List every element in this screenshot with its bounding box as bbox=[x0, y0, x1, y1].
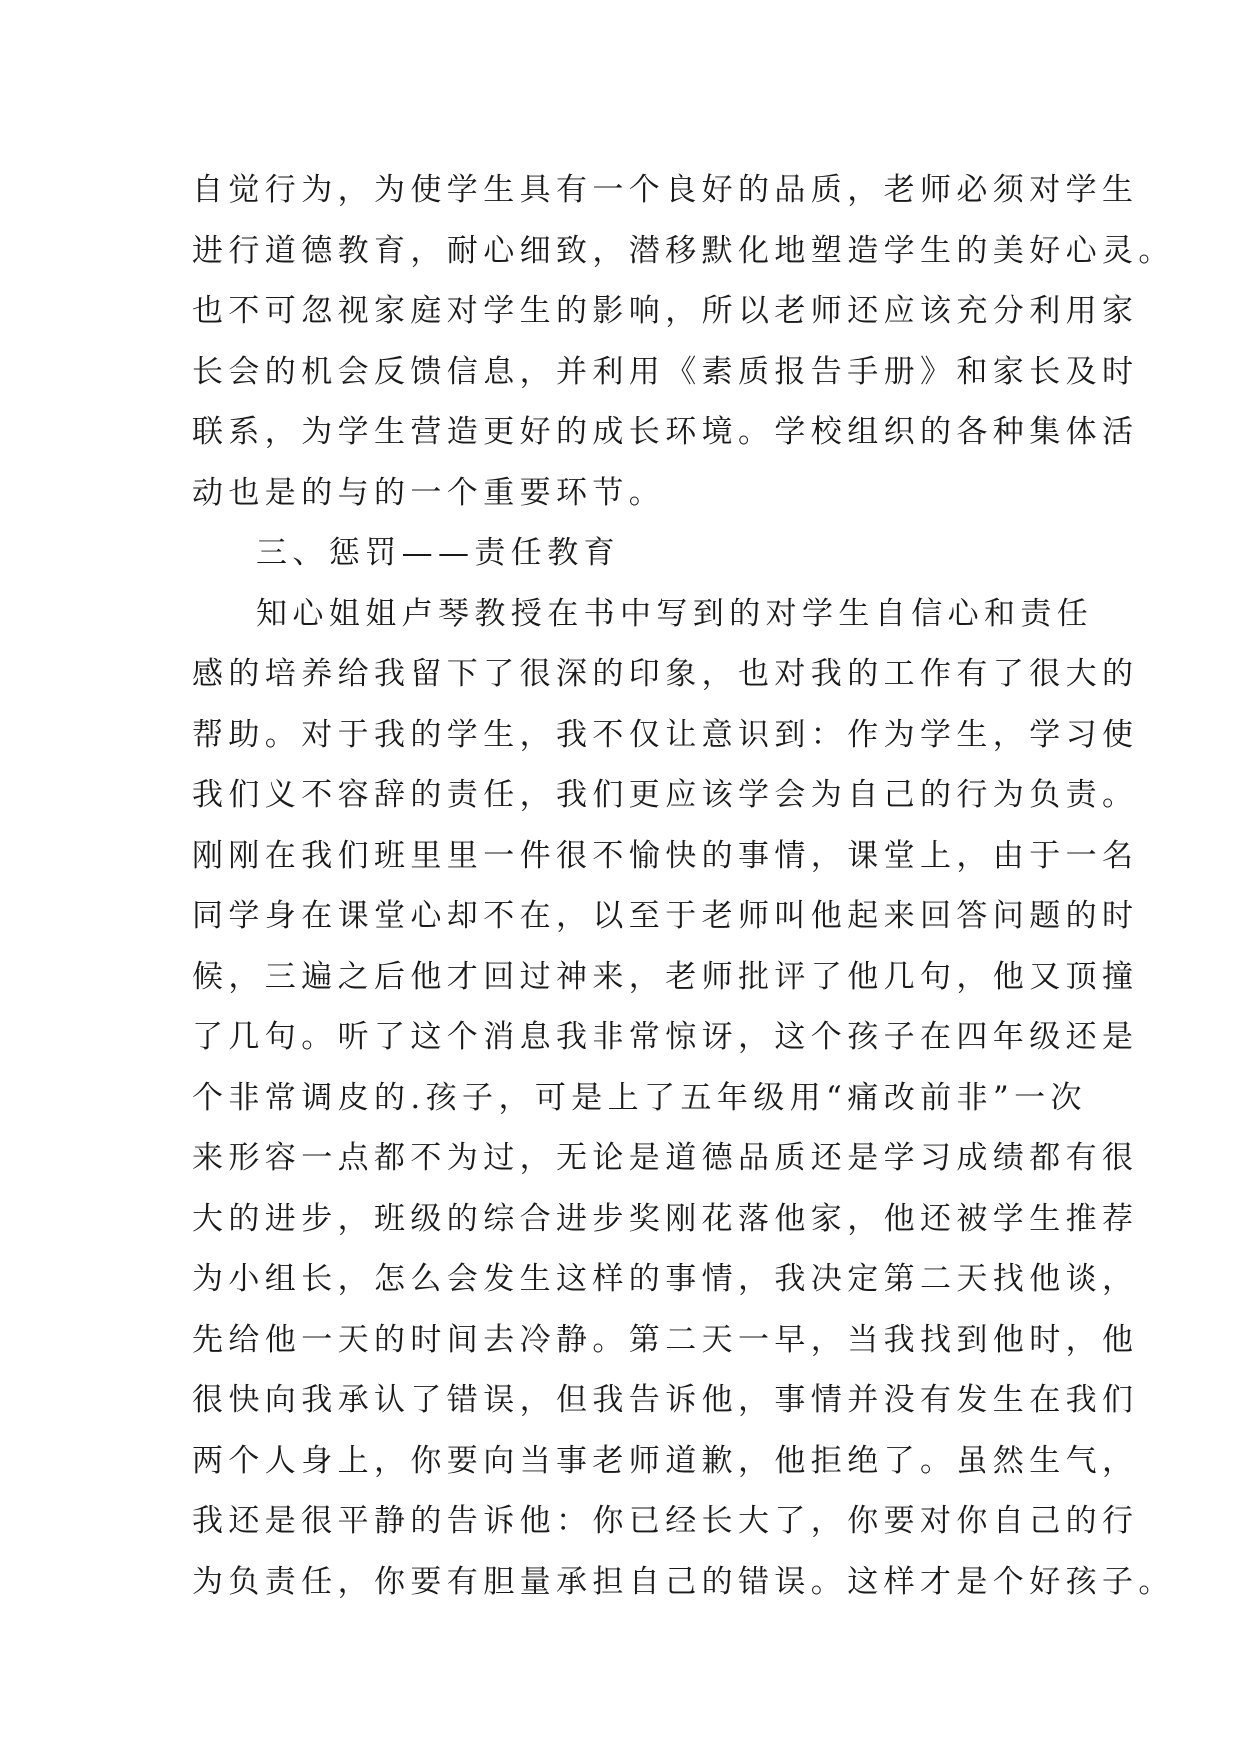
section-heading: 三、惩罚——责任教育 bbox=[256, 535, 620, 571]
paragraph-line: 我还是很平静的告诉他：你已经长大了，你要对你自己的行 bbox=[192, 1503, 1139, 1539]
paragraph-line: 动也是的与的一个重要环节。 bbox=[192, 474, 666, 511]
paragraph-line: 我们义不容辞的责任，我们更应该学会为自己的行为负责。 bbox=[192, 777, 1139, 813]
paragraph-line: 感的培养给我留下了很深的印象，也对我的工作有了很大的 bbox=[192, 656, 1139, 692]
paragraph-line: 先给他一天的时间去冷静。第二天一早，当我找到他时，他 bbox=[192, 1321, 1139, 1358]
paragraph-line: 知心姐姐卢琴教授在书中写到的对学生自信心和责任 bbox=[256, 595, 1094, 632]
paragraph-line: 自觉行为，为使学生具有一个良好的品质，老师必须对学生 bbox=[192, 172, 1139, 208]
paragraph-line: 也不可忽视家庭对学生的影响，所以老师还应该充分利用家 bbox=[192, 293, 1139, 329]
paragraph-line: 了几句。听了这个消息我非常惊讶，这个孩子在四年级还是 bbox=[192, 1019, 1139, 1055]
body-text bbox=[192, 160, 1175, 1612]
paragraph-line: 联系，为学生营造更好的成长环境。学校组织的各种集体活 bbox=[192, 414, 1139, 450]
paragraph-line: 进行道德教育，耐心细致，潜移默化地塑造学生的美好心灵。 bbox=[192, 232, 1175, 269]
paragraph-line: 个非常调皮的.孩子，可是上了五年级用“痛改前非”一次 bbox=[192, 1079, 1087, 1116]
paragraph-line: 两个人身上，你要向当事老师道歉，他拒绝了。虽然生气， bbox=[192, 1442, 1139, 1479]
paragraph-line: 为小组长，怎么会发生这样的事情，我决定第二天找他谈， bbox=[192, 1261, 1139, 1297]
paragraph-line: 同学身在课堂心却不在，以至于老师叫他起来回答问题的时 bbox=[192, 898, 1139, 934]
paragraph-line: 为负责任，你要有胆量承担自己的错误。这样才是个好孩子。 bbox=[192, 1563, 1175, 1600]
paragraph-line: 很快向我承认了错误，但我告诉他，事情并没有发生在我们 bbox=[192, 1382, 1139, 1418]
paragraph-line: 刚刚在我们班里里一件很不愉快的事情，课堂上，由于一名 bbox=[192, 837, 1139, 874]
paragraph-line: 长会的机会反馈信息，并利用《素质报告手册》和家长及时 bbox=[192, 353, 1139, 390]
paragraph-line: 来形容一点都不为过，无论是道德品质还是学习成绩都有很 bbox=[192, 1140, 1139, 1176]
paragraph-line: 大的进步，班级的综合进步奖刚花落他家，他还被学生推荐 bbox=[192, 1200, 1139, 1237]
paragraph-line: 候，三遍之后他才回过神来，老师批评了他几句，他又顶撞 bbox=[192, 958, 1139, 995]
paragraph-line: 帮助。对于我的学生，我不仅让意识到：作为学生，学习使 bbox=[192, 716, 1139, 753]
